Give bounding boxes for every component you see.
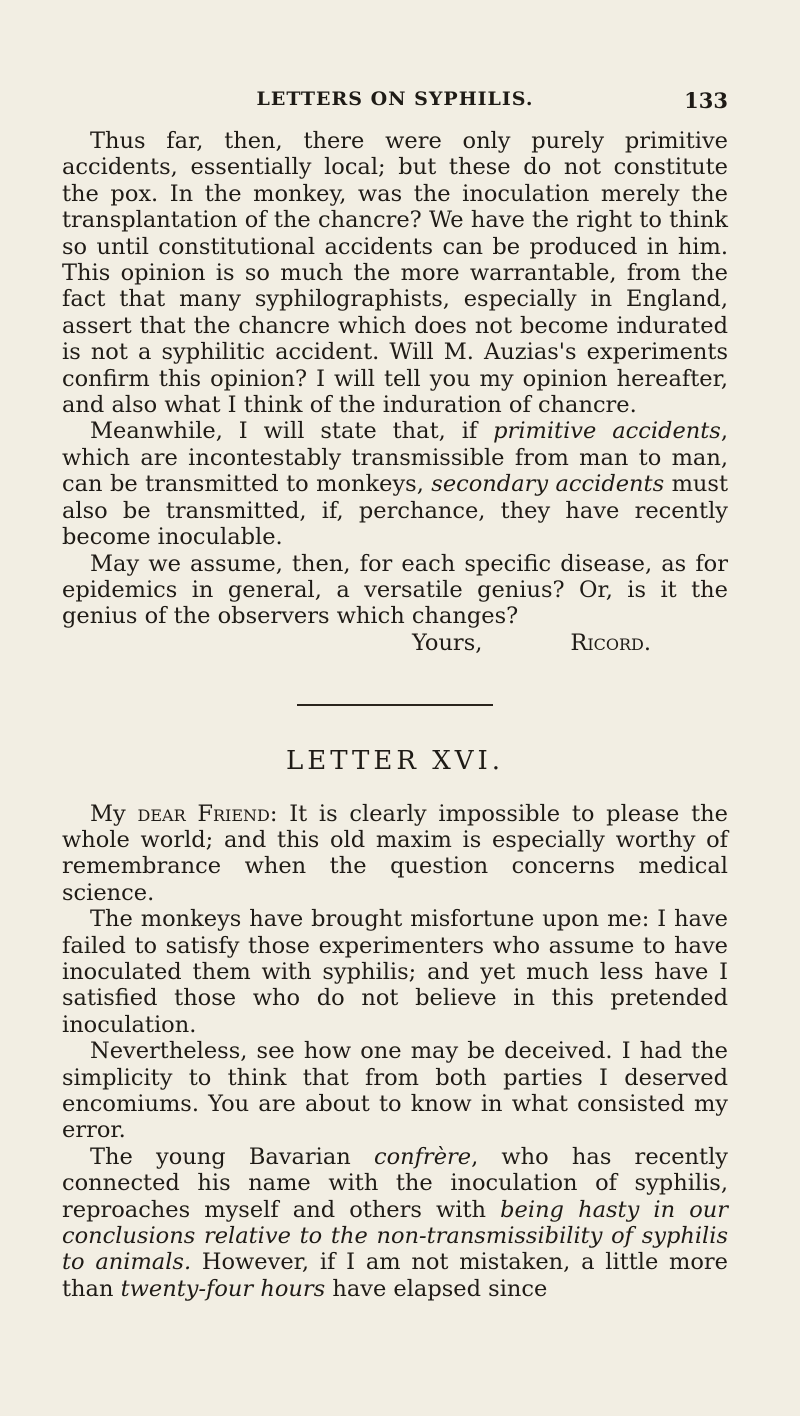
salutation-colon: : [269,800,278,827]
text-run: , which are incontestably transmissible from man to man, can be transmitted to monkeys, [62,418,728,498]
paragraph: Nevertheless, see how one may be deceived. I had the simplicity to think that from both parties I deserved encomiums. You are about to know in what consisted my error. [62,1038,728,1144]
salutation-my: My [90,800,126,827]
emphasis: confrère [373,1143,472,1170]
text-run: have elapsed since [325,1275,548,1302]
signature-name: Ricord. [570,629,652,656]
emphasis: twenty-four hours [120,1275,326,1302]
text-run: It is clearly impossible to please the whole world; and this old maxim is especially worthy of remembrance when the question concerns medical science. [62,800,728,906]
text-run: must also be transmitted, if, perchance, they have recently become inoculable. [62,471,728,551]
section-divider [297,704,493,706]
paragraph [62,801,728,907]
text-run: The young Bavarian [90,1143,374,1170]
emphasis: primitive accidents [493,418,721,445]
text-run: However, if I am not mistaken, a little more than [62,1249,728,1302]
paragraph: The monkeys have brought misfortune upon me: I have failed to satisfy those experimenters who assume to have inoculated them with syphilis; and yet much less have I satisfied those who do not believe in this pretended inoculation. [62,906,728,1038]
text-run: Meanwhile, I will state that, if [90,418,494,445]
letter-heading: LETTER XVI. [285,746,505,777]
closing: Yours, [412,629,483,656]
body-text [62,128,728,1302]
paragraph: May we assume, then, for each specific disease, as for epidemics in general, a versatile genius? Or, is it the genius of the observers which changes? [62,550,728,630]
salutation: dear Friend [125,800,270,827]
page-number: 133 [684,88,728,113]
paragraph [62,1144,728,1302]
running-title: LETTERS ON SYPHILIS. [256,88,534,110]
signature [62,630,728,656]
emphasis: secondary accidents [431,471,665,498]
page-header [62,88,728,118]
paragraph [62,418,728,550]
paragraph: Thus far, then, there were only purely primitive accidents, essentially local; but these do not constitute the pox. In the monkey, was the inoculation merely the transplantation of the chancre? We have the right to think so until constitutional accidents can be produced in him. This opinion is so much the more warrantable, from the fact that many syphilographists, especially in England, assert that the chancre which does not become indurated is not a syphilitic accident. Will M. Auzias's experiments confirm this opinion? I will tell you my opinion hereafter, and also what I think of the induration of chancre. [62,128,728,419]
emphasis: being hasty in our conclusions relative to the non-transmissibility of syphilis to animals. [62,1196,728,1276]
text-run: , who has recently connected his name with the inoculation of syphilis, reproaches myself and others with [62,1143,728,1223]
